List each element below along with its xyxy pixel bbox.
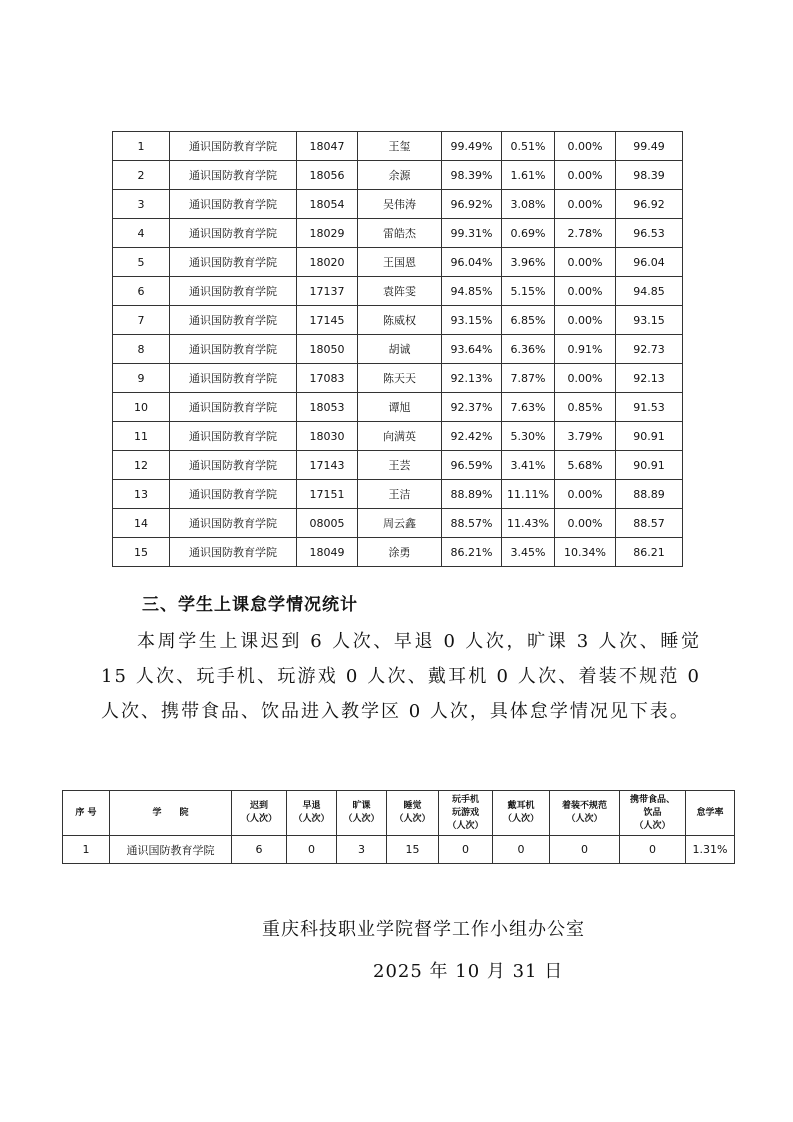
cell-name: 雷皓杰 bbox=[358, 219, 442, 248]
section-heading: 三、学生上课怠学情况统计 bbox=[142, 595, 358, 615]
cell-college: 通识国防教育学院 bbox=[170, 422, 297, 451]
cell-no: 10 bbox=[113, 393, 170, 422]
stats-table-header bbox=[63, 791, 735, 836]
table-row bbox=[113, 509, 683, 538]
cell-score: 90.91 bbox=[616, 451, 683, 480]
cell-rate3: 10.34% bbox=[555, 538, 616, 567]
cell-id: 17145 bbox=[297, 306, 358, 335]
cell-name: 王芸 bbox=[358, 451, 442, 480]
table-row bbox=[113, 248, 683, 277]
cell-id: 18047 bbox=[297, 132, 358, 161]
office-signature: 重庆科技职业学院督学工作小组办公室 bbox=[262, 919, 585, 940]
cell-rate1: 86.21% bbox=[442, 538, 502, 567]
cell-score: 91.53 bbox=[616, 393, 683, 422]
cell-name: 王国恩 bbox=[358, 248, 442, 277]
header-line: 着装不规范 bbox=[561, 801, 607, 811]
stats-cell: 6 bbox=[232, 836, 287, 864]
stats-header-cell bbox=[287, 791, 337, 836]
header-line: （人次） bbox=[240, 814, 277, 824]
cell-rate3: 0.00% bbox=[555, 161, 616, 190]
table-row bbox=[113, 364, 683, 393]
cell-score: 86.21 bbox=[616, 538, 683, 567]
cell-rate3: 0.85% bbox=[555, 393, 616, 422]
cell-college: 通识国防教育学院 bbox=[170, 335, 297, 364]
cell-rate1: 92.37% bbox=[442, 393, 502, 422]
table-row bbox=[113, 277, 683, 306]
cell-rate1: 96.92% bbox=[442, 190, 502, 219]
header-line: 序 号 bbox=[75, 807, 97, 818]
cell-score: 92.73 bbox=[616, 335, 683, 364]
cell-rate1: 93.15% bbox=[442, 306, 502, 335]
header-line: （人次） bbox=[394, 814, 431, 824]
stats-header-cell bbox=[550, 791, 620, 836]
table-row bbox=[63, 836, 735, 864]
cell-rate2: 3.41% bbox=[502, 451, 555, 480]
signature-date: 2025 年 10 月 31 日 bbox=[373, 961, 564, 982]
table-row bbox=[113, 480, 683, 509]
stats-cell: 1 bbox=[63, 836, 110, 864]
attendance-ranking-table bbox=[112, 131, 683, 567]
stats-cell: 0 bbox=[439, 836, 493, 864]
cell-id: 18056 bbox=[297, 161, 358, 190]
cell-no: 11 bbox=[113, 422, 170, 451]
cell-no: 3 bbox=[113, 190, 170, 219]
cell-rate1: 92.13% bbox=[442, 364, 502, 393]
cell-score: 96.04 bbox=[616, 248, 683, 277]
cell-college: 通识国防教育学院 bbox=[170, 451, 297, 480]
cell-rate3: 0.00% bbox=[555, 190, 616, 219]
cell-id: 18053 bbox=[297, 393, 358, 422]
table-row bbox=[113, 219, 683, 248]
stats-header-cell bbox=[493, 791, 550, 836]
stats-cell: 0 bbox=[493, 836, 550, 864]
cell-college: 通识国防教育学院 bbox=[170, 161, 297, 190]
cell-score: 92.13 bbox=[616, 364, 683, 393]
table-row bbox=[113, 422, 683, 451]
cell-id: 18049 bbox=[297, 538, 358, 567]
cell-score: 88.89 bbox=[616, 480, 683, 509]
header-line: 早退 bbox=[302, 801, 321, 811]
cell-no: 2 bbox=[113, 161, 170, 190]
cell-rate3: 0.00% bbox=[555, 364, 616, 393]
cell-score: 93.15 bbox=[616, 306, 683, 335]
cell-rate1: 92.42% bbox=[442, 422, 502, 451]
cell-rate1: 88.57% bbox=[442, 509, 502, 538]
cell-name: 谭旭 bbox=[358, 393, 442, 422]
cell-id: 17137 bbox=[297, 277, 358, 306]
cell-no: 4 bbox=[113, 219, 170, 248]
cell-rate2: 11.43% bbox=[502, 509, 555, 538]
table-row bbox=[113, 161, 683, 190]
cell-no: 14 bbox=[113, 509, 170, 538]
header-line: （人次） bbox=[293, 814, 330, 824]
cell-rate1: 96.59% bbox=[442, 451, 502, 480]
cell-rate2: 0.51% bbox=[502, 132, 555, 161]
cell-no: 12 bbox=[113, 451, 170, 480]
cell-rate3: 5.68% bbox=[555, 451, 616, 480]
cell-rate3: 0.91% bbox=[555, 335, 616, 364]
table-row bbox=[113, 306, 683, 335]
cell-id: 18029 bbox=[297, 219, 358, 248]
table-row bbox=[113, 393, 683, 422]
stats-cell: 3 bbox=[337, 836, 387, 864]
cell-college: 通识国防教育学院 bbox=[170, 277, 297, 306]
cell-rate2: 6.85% bbox=[502, 306, 555, 335]
cell-college: 通识国防教育学院 bbox=[170, 480, 297, 509]
stats-cell: 0 bbox=[550, 836, 620, 864]
stats-header-cell bbox=[232, 791, 287, 836]
header-line: （人次） bbox=[447, 820, 484, 831]
cell-rate2: 3.45% bbox=[502, 538, 555, 567]
cell-score: 99.49 bbox=[616, 132, 683, 161]
header-line: 携带食品、 bbox=[629, 794, 675, 805]
cell-name: 吴伟涛 bbox=[358, 190, 442, 219]
truancy-stats-table bbox=[62, 790, 735, 864]
cell-rate2: 5.30% bbox=[502, 422, 555, 451]
header-line: 玩游戏 bbox=[451, 807, 479, 818]
cell-rate3: 0.00% bbox=[555, 509, 616, 538]
header-line: 怠学率 bbox=[696, 807, 724, 818]
cell-college: 通识国防教育学院 bbox=[170, 190, 297, 219]
cell-name: 周云鑫 bbox=[358, 509, 442, 538]
header-line: （人次） bbox=[566, 814, 603, 824]
cell-college: 通识国防教育学院 bbox=[170, 219, 297, 248]
stats-cell: 0 bbox=[287, 836, 337, 864]
cell-no: 6 bbox=[113, 277, 170, 306]
cell-college: 通识国防教育学院 bbox=[170, 248, 297, 277]
header-line: 睡觉 bbox=[403, 801, 422, 811]
header-line: （人次） bbox=[502, 814, 539, 824]
cell-no: 7 bbox=[113, 306, 170, 335]
table-row bbox=[113, 335, 683, 364]
stats-cell: 15 bbox=[387, 836, 439, 864]
cell-college: 通识国防教育学院 bbox=[170, 509, 297, 538]
table-row bbox=[113, 132, 683, 161]
cell-no: 8 bbox=[113, 335, 170, 364]
cell-id: 18020 bbox=[297, 248, 358, 277]
stats-cell: 1.31% bbox=[686, 836, 735, 864]
cell-rate1: 99.31% bbox=[442, 219, 502, 248]
cell-score: 90.91 bbox=[616, 422, 683, 451]
cell-no: 5 bbox=[113, 248, 170, 277]
stats-cell: 0 bbox=[620, 836, 686, 864]
cell-rate2: 7.87% bbox=[502, 364, 555, 393]
cell-rate3: 3.79% bbox=[555, 422, 616, 451]
cell-id: 18050 bbox=[297, 335, 358, 364]
cell-name: 陈天天 bbox=[358, 364, 442, 393]
cell-rate2: 1.61% bbox=[502, 161, 555, 190]
ranking-table-body bbox=[113, 132, 683, 567]
cell-id: 17151 bbox=[297, 480, 358, 509]
stats-header-cell bbox=[110, 791, 232, 836]
cell-id: 18030 bbox=[297, 422, 358, 451]
stats-header-cell bbox=[387, 791, 439, 836]
cell-id: 17143 bbox=[297, 451, 358, 480]
cell-college: 通识国防教育学院 bbox=[170, 132, 297, 161]
cell-score: 94.85 bbox=[616, 277, 683, 306]
cell-score: 96.53 bbox=[616, 219, 683, 248]
cell-college: 通识国防教育学院 bbox=[170, 306, 297, 335]
cell-score: 96.92 bbox=[616, 190, 683, 219]
cell-college: 通识国防教育学院 bbox=[170, 393, 297, 422]
cell-name: 王玺 bbox=[358, 132, 442, 161]
cell-name: 王洁 bbox=[358, 480, 442, 509]
cell-rate1: 94.85% bbox=[442, 277, 502, 306]
table-row bbox=[113, 538, 683, 567]
cell-score: 88.57 bbox=[616, 509, 683, 538]
cell-rate3: 0.00% bbox=[555, 277, 616, 306]
cell-rate2: 6.36% bbox=[502, 335, 555, 364]
cell-rate2: 5.15% bbox=[502, 277, 555, 306]
cell-college: 通识国防教育学院 bbox=[170, 538, 297, 567]
cell-name: 向满英 bbox=[358, 422, 442, 451]
stats-header-cell bbox=[337, 791, 387, 836]
cell-name: 陈威权 bbox=[358, 306, 442, 335]
cell-rate1: 93.64% bbox=[442, 335, 502, 364]
cell-rate2: 3.08% bbox=[502, 190, 555, 219]
cell-rate3: 0.00% bbox=[555, 248, 616, 277]
cell-rate1: 99.49% bbox=[442, 132, 502, 161]
cell-rate2: 11.11% bbox=[502, 480, 555, 509]
cell-name: 涂勇 bbox=[358, 538, 442, 567]
cell-rate3: 0.00% bbox=[555, 306, 616, 335]
cell-name: 胡诚 bbox=[358, 335, 442, 364]
cell-rate1: 88.89% bbox=[442, 480, 502, 509]
stats-header-cell bbox=[439, 791, 493, 836]
header-line: （人次） bbox=[343, 814, 380, 824]
cell-name: 余源 bbox=[358, 161, 442, 190]
cell-rate3: 0.00% bbox=[555, 480, 616, 509]
cell-no: 15 bbox=[113, 538, 170, 567]
cell-rate1: 96.04% bbox=[442, 248, 502, 277]
cell-no: 9 bbox=[113, 364, 170, 393]
cell-name: 袁阵雯 bbox=[358, 277, 442, 306]
cell-rate3: 2.78% bbox=[555, 219, 616, 248]
cell-college: 通识国防教育学院 bbox=[170, 364, 297, 393]
header-line: 学 院 bbox=[152, 807, 189, 818]
cell-no: 1 bbox=[113, 132, 170, 161]
stats-cell: 通识国防教育学院 bbox=[110, 836, 232, 864]
cell-id: 18054 bbox=[297, 190, 358, 219]
summary-paragraph: 本周学生上课迟到 6 人次、早退 0 人次，旷课 3 人次、睡觉 15 人次、玩手机、玩游戏 0 人次、戴耳机 0 人次、着装不规范 0 人次、携带食品、饮品进入教学区 0 人次，具体怠学情况见下表。 bbox=[101, 631, 701, 722]
cell-rate2: 0.69% bbox=[502, 219, 555, 248]
table-row bbox=[113, 451, 683, 480]
header-line: 迟到 bbox=[249, 801, 268, 811]
header-line: 玩手机 bbox=[451, 794, 479, 805]
header-line: 旷课 bbox=[352, 801, 371, 811]
cell-id: 08005 bbox=[297, 509, 358, 538]
header-line: 饮品 bbox=[643, 807, 662, 818]
header-line: 戴耳机 bbox=[507, 801, 535, 811]
cell-rate2: 3.96% bbox=[502, 248, 555, 277]
cell-id: 17083 bbox=[297, 364, 358, 393]
stats-header-cell bbox=[620, 791, 686, 836]
table-row bbox=[113, 190, 683, 219]
header-line: （人次） bbox=[634, 820, 671, 831]
cell-no: 13 bbox=[113, 480, 170, 509]
cell-rate1: 98.39% bbox=[442, 161, 502, 190]
cell-score: 98.39 bbox=[616, 161, 683, 190]
stats-header-cell bbox=[686, 791, 735, 836]
stats-header-cell bbox=[63, 791, 110, 836]
cell-rate3: 0.00% bbox=[555, 132, 616, 161]
cell-rate2: 7.63% bbox=[502, 393, 555, 422]
